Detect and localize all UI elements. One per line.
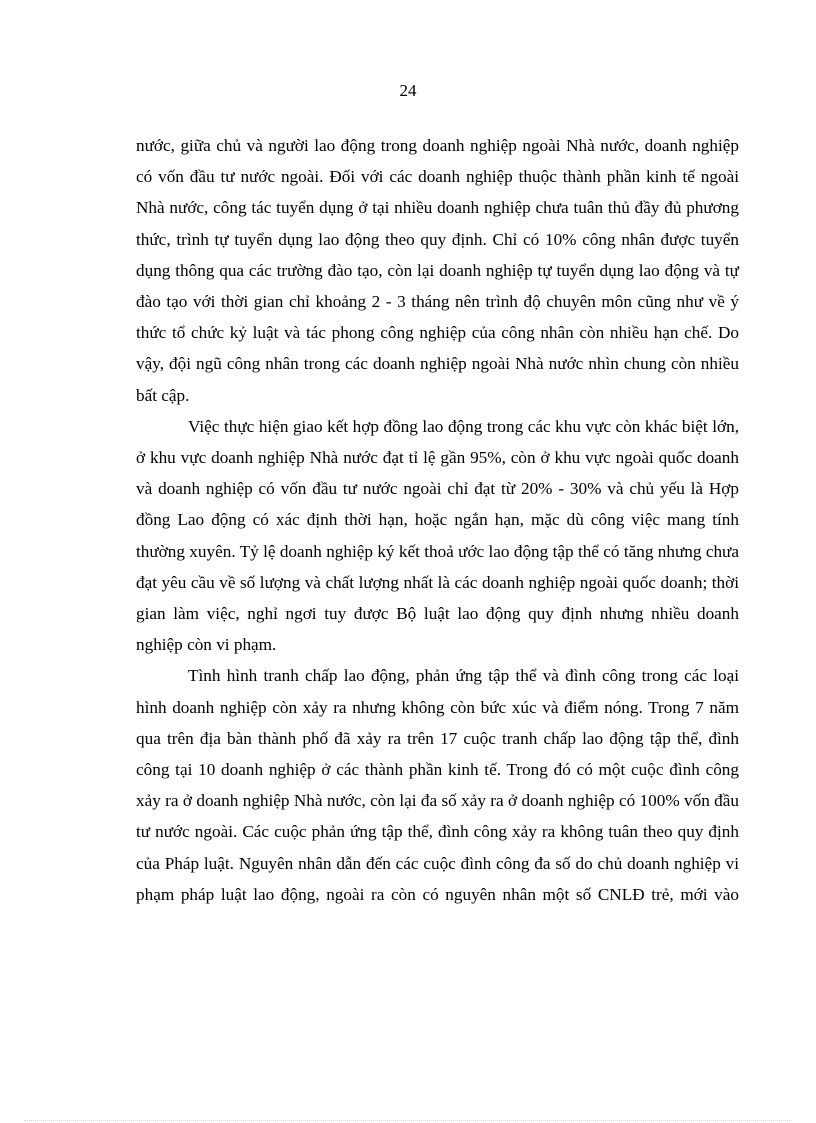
paragraph-2: Việc thực hiện giao kết hợp đồng lao động trong các khu vực còn khác biệt lớn, ở khu vực doanh nghiệp Nhà nước đạt tỉ lệ gần 95%, còn ở khu vực ngoài quốc doanh và doanh nghiệp có vốn đầu tư nước ngoài chỉ đạt từ 20% - 30% và chủ yếu là Hợp đồng Lao động có xác định thời hạn, hoặc ngắn hạn, mặc dù công việc mang tính thường xuyên. Tỷ lệ doanh nghiệp ký kết thoả ước lao động tập thể có tăng nhưng chưa đạt yêu cầu về số lượng và chất lượng nhất là các doanh nghiệp ngoài quốc doanh; thời gian làm việc, nghỉ ngơi tuy được Bộ luật lao động quy định nhưng nhiều doanh nghiệp còn vi phạm. — [136, 416, 739, 655]
document-body — [136, 130, 739, 910]
paragraph-1: nước, giữa chủ và người lao động trong doanh nghiệp ngoài Nhà nước, doanh nghiệp có vốn đầu tư nước ngoài. Đối với các doanh nghiệp thuộc thành phần kinh tế ngoài Nhà nước, công tác tuyển dụng ở tại nhiều doanh nghiệp chưa tuân thủ đầy đủ phương thức, trình tự tuyển dụng lao động theo quy định. Chỉ có 10% công nhân được tuyển dụng thông qua các trường đào tạo, còn lại doanh nghiệp tự tuyển dụng lao động và tự đào tạo với thời gian chỉ khoảng 2 - 3 tháng nên trình độ chuyên môn cũng như về ý thức tổ chức kỷ luật và tác phong công nghiệp của công nhân còn nhiều hạn chế. Do vậy, đội ngũ công nhân trong các doanh nghiệp ngoài Nhà nước nhìn chung còn nhiều bất cập. — [136, 136, 739, 405]
page-number: 24 — [399, 81, 417, 100]
paragraph-3: Tình hình tranh chấp lao động, phản ứng tập thể và đình công trong các loại hình doanh nghiệp còn xảy ra nhưng không còn bức xúc và điểm nóng. Trong 7 năm qua trên địa bàn thành phố đã xảy ra trên 17 cuộc tranh chấp lao động tập thể, đình công tại 10 doanh nghiệp ở các thành phần kinh tế. Trong đó có một cuộc đình công xảy ra ở doanh nghiệp Nhà nước, còn lại đa số xảy ra ở doanh nghiệp có 100% vốn đầu tư nước ngoài. Các cuộc phản ứng tập thể, đình công xảy ra không tuân theo quy định của Pháp luật. Nguyên nhân dẫn đến các cuộc đình công đa số do chủ doanh nghiệp vi phạm pháp luật lao động, ngoài ra còn có nguyên nhân một số CNLĐ trẻ, mới vào — [136, 666, 739, 904]
page-bottom-rule — [24, 1120, 792, 1121]
